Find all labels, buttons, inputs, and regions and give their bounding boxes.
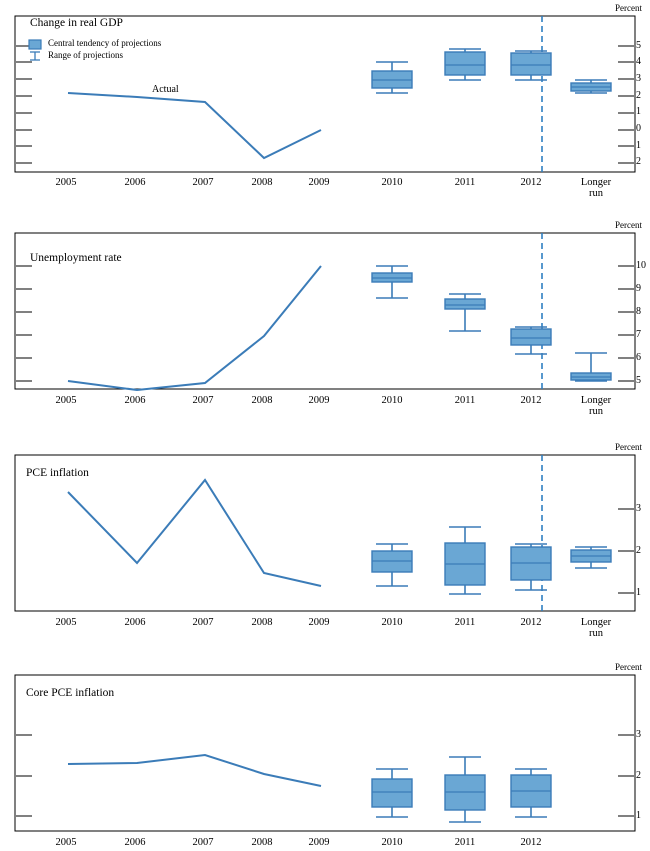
xtick-label-3-2007: 2007 [192, 617, 214, 628]
ytick-label-1-0: 5 [636, 40, 641, 51]
xtick-label-3-longer-run [571, 617, 621, 639]
longer-run-line-1: Longer [580, 395, 612, 406]
ytick-label-2-4: 6 [636, 352, 641, 363]
ytick-label-2-0: 10 [636, 260, 646, 271]
ytick-label-2-5: 5 [636, 375, 641, 386]
xtick-label-1-2005: 2005 [55, 177, 77, 188]
xtick-label-3-2006: 2006 [124, 617, 146, 628]
xtick-label-2-2009: 2009 [308, 395, 330, 406]
legend-label-range: Range of projections [48, 50, 123, 60]
longer-run-line-2: run [589, 628, 603, 639]
ytick-label-1-7: 2 [636, 156, 641, 167]
plot-area-3 [10, 453, 640, 613]
xtick-label-2-2007: 2007 [192, 395, 214, 406]
xtick-label-4-2007: 2007 [192, 837, 214, 848]
xtick-label-3-2010: 2010 [381, 617, 403, 628]
panel-pce-inflation [0, 434, 650, 639]
xtick-label-2-2006: 2006 [124, 395, 146, 406]
ytick-label-2-1: 9 [636, 283, 641, 294]
legend-whisker-marker-1 [26, 51, 44, 62]
longer-run-line-1: Longer [580, 617, 612, 628]
xtick-label-1-2008: 2008 [251, 177, 273, 188]
ytick-label-2-3: 7 [636, 329, 641, 340]
ytick-label-3-1: 2 [636, 545, 641, 556]
xtick-label-1-2010: 2010 [381, 177, 403, 188]
ytick-label-4-0: 3 [636, 729, 641, 740]
xtick-label-4-2012: 2012 [520, 837, 542, 848]
xtick-label-1-2009: 2009 [308, 177, 330, 188]
xtick-label-3-2005: 2005 [55, 617, 77, 628]
xtick-label-1-longer-run [571, 177, 621, 199]
xtick-label-1-2011: 2011 [454, 177, 476, 188]
xtick-label-3-2009: 2009 [308, 617, 330, 628]
xtick-label-2-2010: 2010 [381, 395, 403, 406]
panel-title-1: Change in real GDP [30, 17, 123, 29]
percent-label-1: Percent [615, 3, 642, 13]
xtick-label-3-2011: 2011 [454, 617, 476, 628]
legend-label-central-tendency: Central tendency of projections [48, 38, 162, 48]
ytick-label-4-2: 1 [636, 810, 641, 821]
percent-label-2: Percent [615, 220, 642, 230]
longer-run-line-2: run [589, 188, 603, 199]
xtick-label-4-2011: 2011 [454, 837, 476, 848]
ytick-label-3-2: 1 [636, 587, 641, 598]
ytick-label-1-2: 3 [636, 73, 641, 84]
percent-label-3: Percent [615, 442, 642, 452]
xtick-label-4-2008: 2008 [251, 837, 273, 848]
ytick-label-1-5: 0 [636, 123, 641, 134]
ytick-label-4-1: 2 [636, 770, 641, 781]
panel-title-2: Unemployment rate [30, 252, 122, 264]
actual-annotation-1: Actual [152, 84, 179, 95]
ytick-label-2-2: 8 [636, 306, 641, 317]
xtick-label-4-2010: 2010 [381, 837, 403, 848]
xtick-label-1-2012: 2012 [520, 177, 542, 188]
ytick-label-3-0: 3 [636, 503, 641, 514]
longer-run-line-1: Longer [580, 177, 612, 188]
xtick-label-2-longer-run [571, 395, 621, 417]
ytick-label-1-1: 4 [636, 56, 641, 67]
xtick-label-1-2006: 2006 [124, 177, 146, 188]
ytick-label-1-3: 2 [636, 90, 641, 101]
percent-label-4: Percent [615, 662, 642, 672]
panel-core-pce-inflation [0, 654, 650, 851]
xtick-label-4-2006: 2006 [124, 837, 146, 848]
xtick-label-3-2012: 2012 [520, 617, 542, 628]
xtick-label-2-2005: 2005 [55, 395, 77, 406]
xtick-label-2-2011: 2011 [454, 395, 476, 406]
panel-title-4: Core PCE inflation [26, 687, 115, 699]
ytick-label-1-4: 1 [636, 106, 641, 117]
xtick-label-3-2008: 2008 [251, 617, 273, 628]
panel-title-3: PCE inflation [26, 467, 89, 479]
xtick-label-4-2005: 2005 [55, 837, 77, 848]
xtick-label-4-2009: 2009 [308, 837, 330, 848]
xtick-label-2-2012: 2012 [520, 395, 542, 406]
longer-run-line-2: run [589, 406, 603, 417]
legend-box-marker-1 [26, 39, 44, 50]
xtick-label-1-2007: 2007 [192, 177, 214, 188]
panel-unemployment-rate [0, 214, 650, 417]
xtick-label-2-2008: 2008 [251, 395, 273, 406]
ytick-label-1-6: 1 [636, 140, 641, 151]
panel-change-in-real-gdp [0, 0, 650, 199]
